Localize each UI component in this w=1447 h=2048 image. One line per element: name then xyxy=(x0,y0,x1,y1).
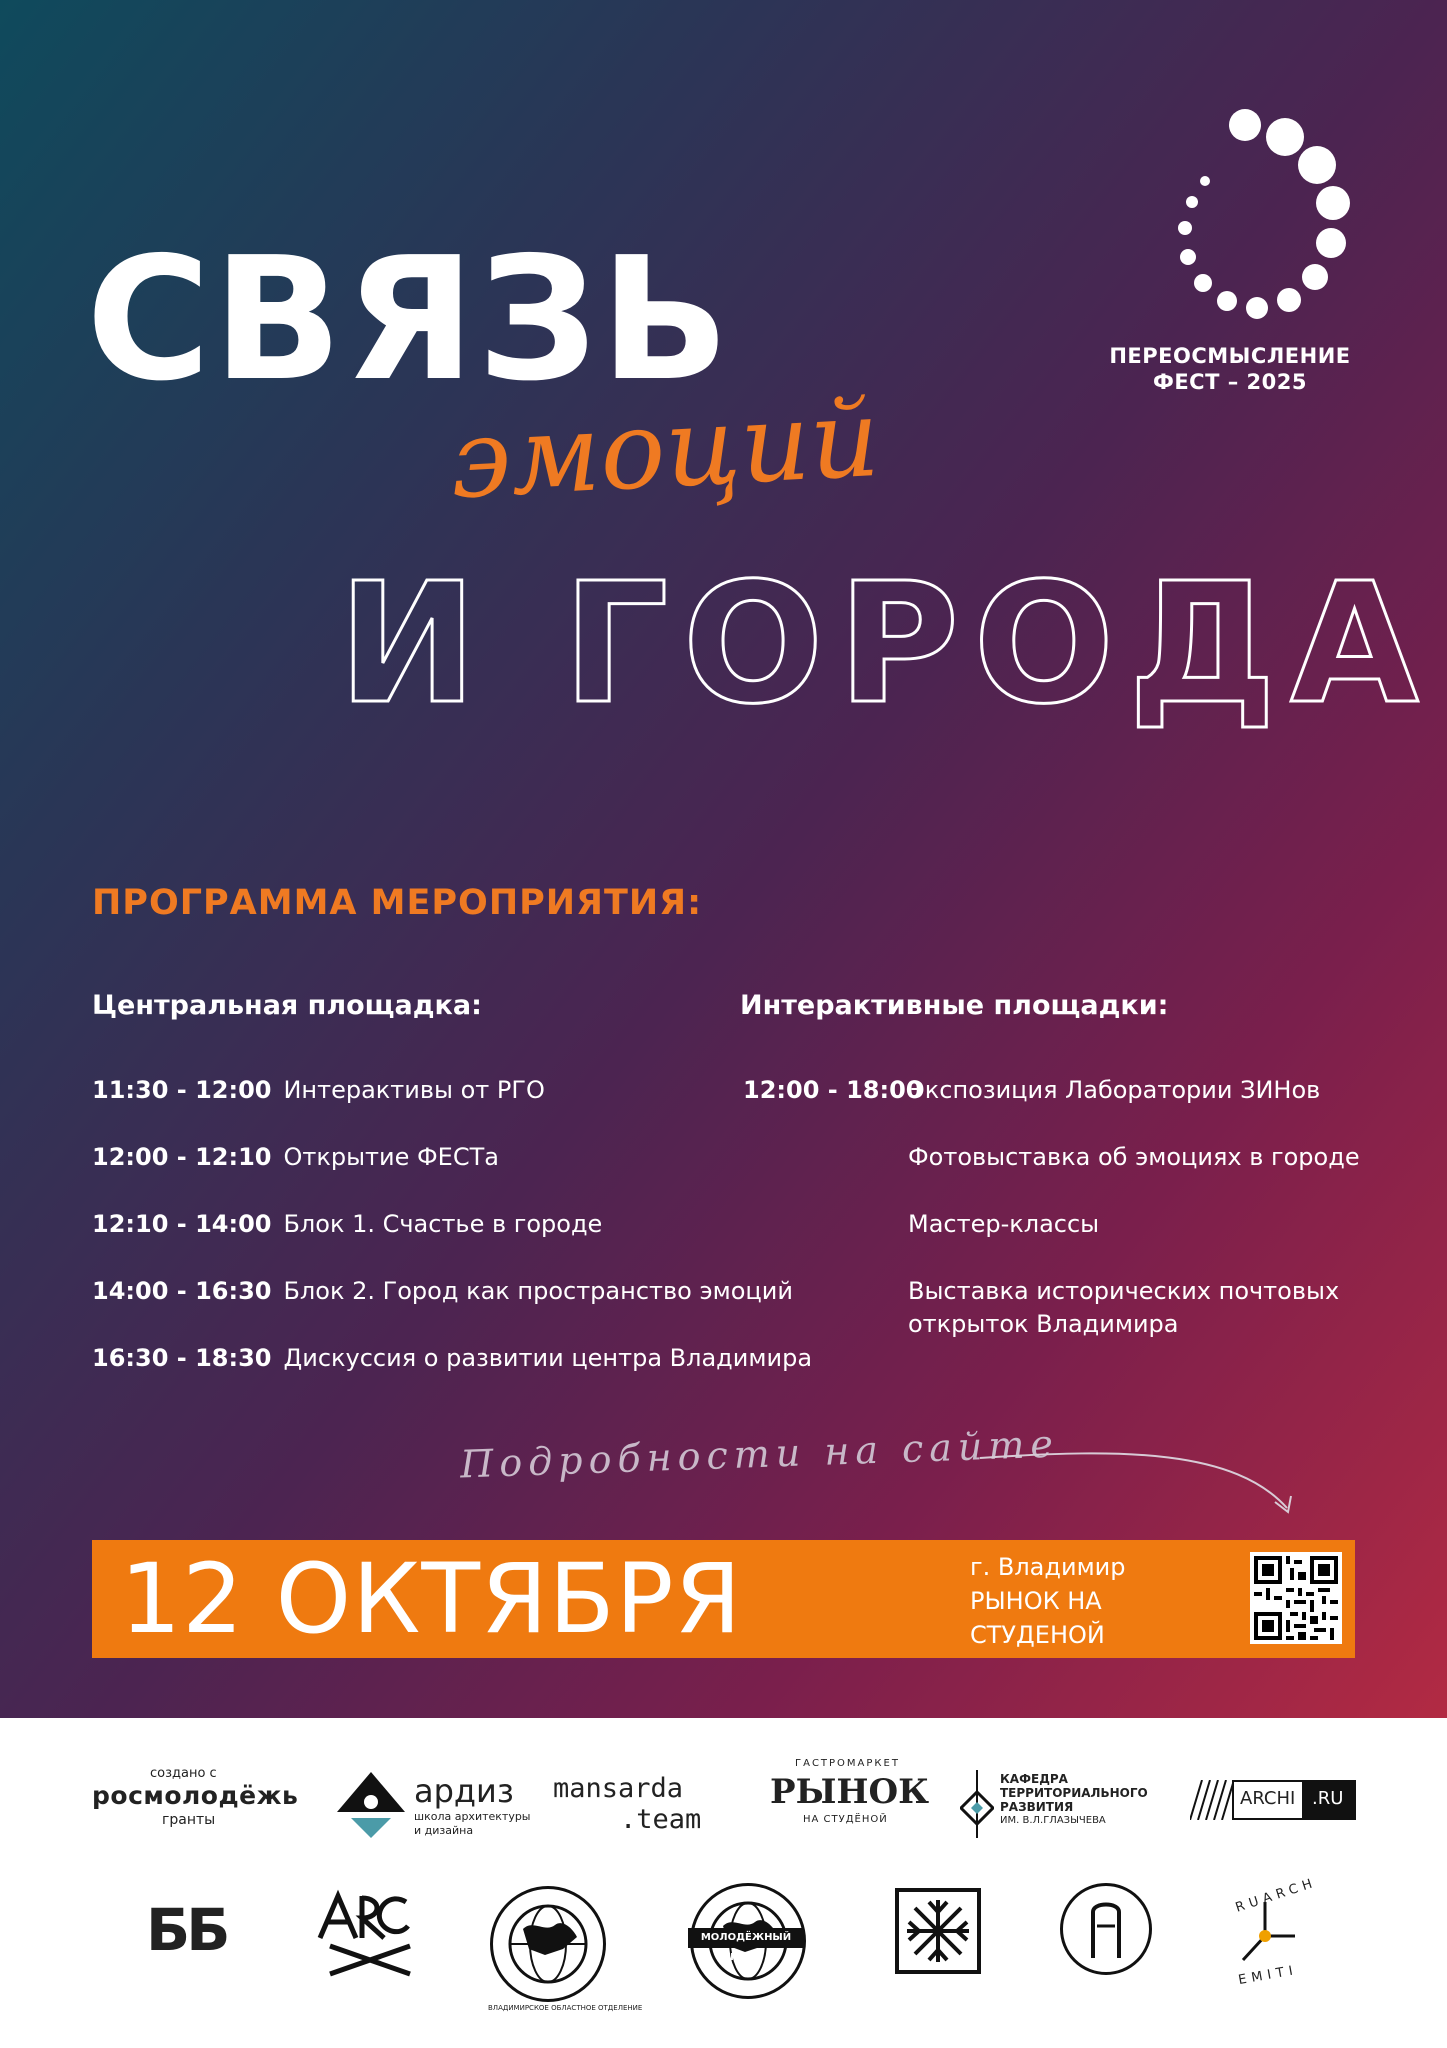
central-item-time: 16:30 - 18:30 xyxy=(92,1344,272,1372)
kafedra-line4: ИМ. В.Л.ГЛАЗЫЧЕВА xyxy=(1000,1815,1106,1826)
event-place xyxy=(970,1550,1126,1652)
kafedra-line3: РАЗВИТИЯ xyxy=(1000,1800,1074,1814)
central-item-text: Открытие ФЕСТа xyxy=(283,1143,499,1171)
central-item xyxy=(92,1210,602,1238)
event-venue-line2: СТУДЕНОЙ xyxy=(970,1621,1105,1649)
program-heading: ПРОГРАММА МЕРОПРИЯТИЯ: xyxy=(92,883,703,923)
festival-name-line2: ФЕСТ – 2025 xyxy=(1153,370,1307,394)
central-item xyxy=(92,1076,545,1104)
sponsors-area xyxy=(0,1718,1447,2048)
ardiz-sub1: школа архитектуры xyxy=(414,1810,531,1823)
archi-ru-right: .RU xyxy=(1312,1788,1344,1809)
interactive-item: Выставка исторических почтовых открыток Владимира xyxy=(908,1277,1340,1338)
interactive-stages-heading: Интерактивные площадки: xyxy=(740,990,1169,1021)
central-item-text: Блок 1. Счастье в городе xyxy=(283,1210,603,1238)
interactive-item: Фотовыставка об эмоциях в городе xyxy=(908,1143,1360,1171)
qr-code-icon[interactable] xyxy=(1250,1552,1342,1644)
rynok-sub: НА СТУДЁНОЙ xyxy=(803,1814,888,1825)
central-item-time: 11:30 - 12:00 xyxy=(92,1076,272,1104)
ardiz-logo-icon xyxy=(335,1768,407,1840)
ardiz-name: ардиз xyxy=(414,1772,514,1810)
arch-monogram-icon xyxy=(310,1888,420,1978)
details-link[interactable]: Подробности на сайте xyxy=(459,1421,1060,1487)
mansarda-line2: .team xyxy=(620,1804,702,1835)
central-item-time: 14:00 - 16:30 xyxy=(92,1277,272,1305)
kafedra-line1: КАФЕДРА xyxy=(1000,1772,1068,1786)
bb-logo: ББ xyxy=(146,1896,227,1964)
ardiz-sub2: и дизайна xyxy=(414,1824,474,1837)
festival-name xyxy=(1060,343,1400,395)
central-item xyxy=(92,1344,812,1372)
kafedra-line2: ТЕРРИТОРИАЛЬНОГО xyxy=(1000,1786,1148,1800)
rynok-logo: РЫНОК xyxy=(770,1772,930,1812)
central-item-text: Интерактивы от РГО xyxy=(283,1076,545,1104)
interactive-item: Экспозиция Лаборатории ЗИНов xyxy=(908,1076,1321,1104)
mansarda-line1: mansarda xyxy=(553,1773,684,1804)
snowflake-logo-icon xyxy=(895,1888,981,1974)
interactive-item: Мастер-классы xyxy=(908,1210,1100,1238)
rgo-youth-club: МОЛОДЁЖНЫЙ КЛУБ xyxy=(688,1928,804,1948)
event-venue-line1: РЫНОК НА xyxy=(970,1587,1102,1615)
title-line3 xyxy=(338,548,1433,741)
rosmolodezh-caption: создано с xyxy=(150,1766,217,1781)
festival-name-line1: ПЕРЕОСМЫСЛЕНИЕ xyxy=(1109,344,1351,368)
arrow-icon xyxy=(975,1440,1305,1520)
ruarch-top: RUARCH xyxy=(1233,1875,1319,1916)
central-item-time: 12:10 - 14:00 xyxy=(92,1210,272,1238)
rgo-sub: ВЛАДИМИРСКОЕ ОБЛАСТНОЕ ОТДЕЛЕНИЕ xyxy=(488,2004,643,2012)
event-city: г. Владимир xyxy=(970,1553,1126,1581)
title-line3-text: И ГОРОДА xyxy=(338,548,1433,741)
archi-ru-left: ARCHI xyxy=(1240,1788,1296,1809)
ruarch-bottom: EMITI xyxy=(1237,1962,1299,1989)
rosmolodezh-logo: росмолодёжь xyxy=(92,1781,299,1810)
central-item xyxy=(92,1143,499,1171)
kafedra-text xyxy=(1000,1772,1148,1828)
title-line1: СВЯЗЬ xyxy=(86,221,732,419)
central-item-time: 12:00 - 12:10 xyxy=(92,1143,272,1171)
central-item xyxy=(92,1277,793,1305)
door-logo xyxy=(1060,1883,1152,1975)
door-icon xyxy=(1063,1886,1149,1972)
rynok-caption: ГАСТРОМАРКЕТ xyxy=(795,1758,900,1769)
event-date: 12 ОКТЯБРЯ xyxy=(120,1543,743,1655)
rosmolodezh-sub: гранты xyxy=(162,1812,216,1828)
globe-icon xyxy=(493,1889,603,1999)
central-item-text: Блок 2. Город как пространство эмоций xyxy=(283,1277,793,1305)
interactive-time-label: 12:00 - 18:00 xyxy=(743,1076,923,1104)
central-stage-heading: Центральная площадка: xyxy=(92,990,482,1021)
kafedra-logo-icon xyxy=(960,1770,994,1838)
interactive-time xyxy=(743,1076,934,1104)
archi-ru-box xyxy=(1232,1780,1304,1820)
rgo-logo xyxy=(490,1886,606,2002)
central-item-text: Дискуссия о развитии центра Владимира xyxy=(283,1344,813,1372)
date-banner xyxy=(92,1540,1355,1658)
archi-ru-dark-box xyxy=(1302,1780,1356,1820)
title-script: эмоций xyxy=(446,375,883,524)
archi-ru-stripes-icon xyxy=(1190,1780,1234,1820)
